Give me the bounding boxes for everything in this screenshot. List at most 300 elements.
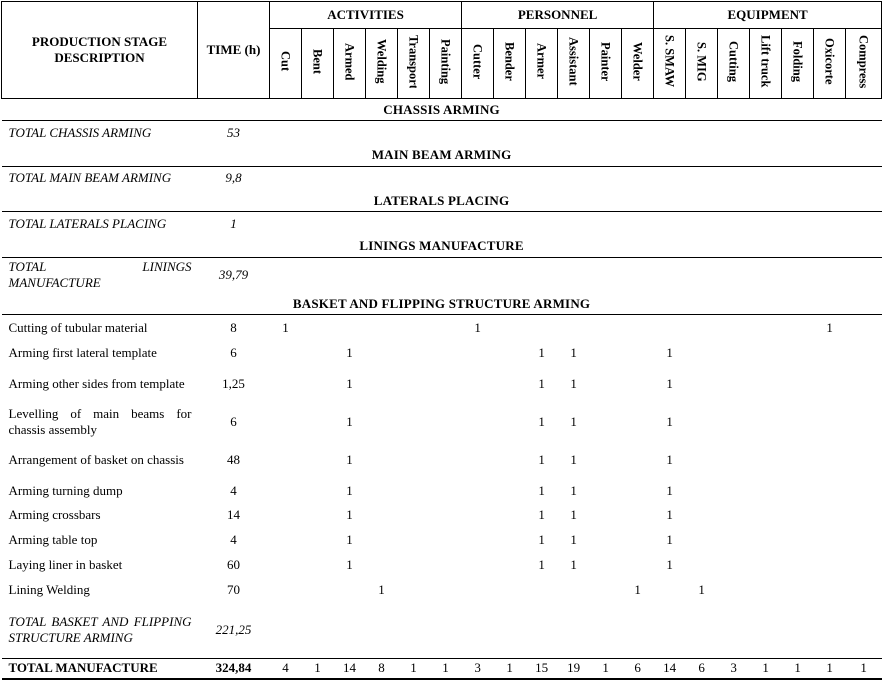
value-cell [814,553,846,578]
value-cell [622,315,654,341]
value-cell: 1 [666,507,673,522]
stage-time: 4 [230,482,237,498]
value-cell [654,578,686,603]
value-cell [782,166,814,190]
value-cell [366,121,398,145]
value-cell [494,366,526,403]
table-row [2,441,882,479]
grand-total-cell: 6 [686,659,718,679]
value-cell [622,528,654,553]
value-cell [718,166,750,190]
value-cell [750,341,782,366]
value-cell [302,503,334,528]
value-cell [622,121,654,145]
value-cell [718,315,750,341]
value-cell [494,212,526,236]
value-cell: 1 [538,376,545,391]
value-cell [526,257,558,293]
value-cell [622,257,654,293]
column-header-armed [334,29,366,99]
value-cell [622,341,654,366]
value-cell [750,257,782,293]
header-time: TIME (h) [198,2,270,99]
table-row [2,315,882,341]
value-cell [814,366,846,403]
value-cell [366,403,398,441]
grand-total-cell: 1 [430,659,462,679]
column-header-cutting [718,29,750,99]
column-header-s-mig [686,29,718,99]
value-cell [686,528,718,553]
value-cell [814,503,846,528]
value-cell [334,578,366,603]
value-cell [302,578,334,603]
value-cell: 1 [346,557,353,572]
section-title: LININGS MANUFACTURE [2,236,882,258]
value-cell: 1 [666,482,673,498]
column-header-cut [270,29,302,99]
value-cell [622,503,654,528]
value-cell [430,578,462,603]
column-header-label: Compress [856,34,871,89]
value-cell [302,366,334,403]
column-header-label: S. MIG [694,41,709,82]
value-cell [750,166,782,190]
column-header-label: Cutter [470,43,485,80]
value-cell [654,212,686,236]
value-cell [302,257,334,293]
value-cell [398,553,430,578]
value-cell [302,479,334,503]
value-cell [462,366,494,403]
grand-total-cell: 15 [526,659,558,679]
value-cell [846,503,882,528]
value-cell [718,503,750,528]
value-cell [782,403,814,441]
value-cell [718,366,750,403]
group-personnel: PERSONNEL [462,2,654,29]
subtotal-description: TOTAL LININGS MANUFACTURE [8,259,192,291]
value-cell [686,257,718,293]
value-cell [846,403,882,441]
table-row [2,503,882,528]
value-cell: 1 [570,507,577,522]
subtotal-time: 1 [230,215,237,231]
grand-total-cell: 4 [270,659,302,679]
value-cell: 1 [346,532,353,547]
value-cell [558,578,590,603]
value-cell: 1 [570,413,577,429]
value-cell: 1 [346,451,353,467]
value-cell [430,257,462,293]
value-cell [814,121,846,145]
value-cell [462,212,494,236]
value-cell [494,403,526,441]
value-cell [718,341,750,366]
value-cell: 1 [634,582,641,597]
column-header-label: Cutting [726,41,741,82]
value-cell [334,166,366,190]
value-cell: 1 [346,345,353,360]
value-cell [782,257,814,293]
value-cell [622,403,654,441]
subtotal-time: 221,25 [215,622,252,638]
value-cell [686,121,718,145]
value-cell [366,366,398,403]
value-cell [270,441,302,479]
value-cell [366,315,398,341]
column-header-folding [782,29,814,99]
value-cell [718,553,750,578]
subtotal-time: 9,8 [225,170,242,186]
value-cell [302,603,334,659]
value-cell [398,578,430,603]
value-cell [494,315,526,341]
value-cell [526,121,558,145]
value-cell: 1 [538,557,545,572]
column-header-label: Painting [438,38,453,85]
value-cell [462,441,494,479]
value-cell [494,603,526,659]
column-header-bent [302,29,334,99]
value-cell [302,341,334,366]
value-cell [462,121,494,145]
value-cell: 1 [826,319,833,335]
value-cell [686,315,718,341]
value-cell [590,553,622,578]
value-cell [718,578,750,603]
value-cell [846,578,882,603]
value-cell [398,503,430,528]
value-cell [270,212,302,236]
subtotal-description: TOTAL BASKET AND FLIPPING STRUCTURE ARMING [8,614,192,646]
value-cell [270,503,302,528]
value-cell [398,212,430,236]
subtotal-description: TOTAL LATERALS PLACING [8,215,167,231]
value-cell [718,403,750,441]
value-cell [622,166,654,190]
value-cell [814,257,846,293]
value-cell [270,578,302,603]
value-cell [590,528,622,553]
value-cell [846,212,882,236]
stage-description: Arrangement of basket on chassis [8,451,184,467]
value-cell [430,441,462,479]
value-cell: 1 [666,376,673,391]
subtotal-row [2,121,882,145]
value-cell: 1 [346,507,353,522]
value-cell [430,528,462,553]
grand-total-cell: 6 [622,659,654,679]
value-cell [846,257,882,293]
column-header-label: Folding [790,41,805,82]
value-cell [462,403,494,441]
value-cell [494,578,526,603]
value-cell [366,553,398,578]
value-cell [302,403,334,441]
value-cell [590,403,622,441]
value-cell [782,503,814,528]
value-cell [814,441,846,479]
value-cell [398,603,430,659]
stage-description: Arming crossbars [8,507,101,522]
value-cell [590,315,622,341]
value-cell [750,441,782,479]
value-cell: 1 [666,413,673,429]
section-title: MAIN BEAM ARMING [2,145,882,167]
value-cell [462,479,494,503]
value-cell: 1 [666,532,673,547]
value-cell: 1 [570,557,577,572]
value-cell: 1 [538,532,545,547]
table-row [2,479,882,503]
column-header-label: Assistant [566,37,581,86]
stage-time: 48 [227,451,240,467]
column-header-label: Armer [534,43,549,80]
grand-total-label: TOTAL MANUFACTURE [2,659,198,679]
value-cell [718,212,750,236]
value-cell [270,528,302,553]
value-cell [782,603,814,659]
value-cell [718,603,750,659]
value-cell [366,341,398,366]
column-header-cutter [462,29,494,99]
value-cell [590,366,622,403]
value-cell [334,315,366,341]
stage-time: 14 [227,507,240,522]
grand-total-cell: 14 [334,659,366,679]
value-cell [782,121,814,145]
section-title: CHASSIS ARMING [2,99,882,121]
column-header-painter [590,29,622,99]
value-cell [782,578,814,603]
table-row [2,578,882,603]
grand-total-cell: 3 [462,659,494,679]
value-cell [590,503,622,528]
value-cell: 1 [346,376,353,391]
value-cell: 1 [570,482,577,498]
value-cell [270,257,302,293]
column-header-transport [398,29,430,99]
subtotal-description: TOTAL CHASSIS ARMING [8,124,152,140]
value-cell [718,479,750,503]
group-activities: ACTIVITIES [270,2,462,29]
value-cell [782,441,814,479]
column-header-label: Welding [374,39,389,84]
value-cell [782,553,814,578]
value-cell [494,503,526,528]
table-row [2,553,882,578]
value-cell [686,503,718,528]
subtotal-description: TOTAL MAIN BEAM ARMING [8,170,172,186]
subtotal-row [2,166,882,190]
value-cell: 1 [538,451,545,467]
column-header-assistant [558,29,590,99]
value-cell: 1 [282,319,289,335]
grand-total-cell: 1 [750,659,782,679]
value-cell [590,441,622,479]
value-cell [526,212,558,236]
value-cell [302,212,334,236]
value-cell [462,528,494,553]
column-header-bender [494,29,526,99]
value-cell [366,603,398,659]
subtotal-row [2,257,882,293]
value-cell [718,257,750,293]
grand-total-cell: 1 [398,659,430,679]
stage-time: 6 [230,413,237,429]
column-header-armer [526,29,558,99]
value-cell: 1 [666,557,673,572]
value-cell [270,603,302,659]
value-cell [750,553,782,578]
value-cell [430,479,462,503]
grand-total-row [2,659,882,679]
column-header-welder [622,29,654,99]
value-cell [654,121,686,145]
value-cell [718,528,750,553]
value-cell [686,212,718,236]
value-cell: 1 [346,413,353,429]
value-cell [462,166,494,190]
value-cell [270,341,302,366]
column-header-lift-truck [750,29,782,99]
value-cell [334,603,366,659]
value-cell: 1 [570,451,577,467]
column-header-label: Bent [310,49,325,74]
value-cell [366,441,398,479]
grand-total-cell: 1 [814,659,846,679]
grand-total-cell: 1 [302,659,334,679]
stage-description: Lining Welding [8,582,90,597]
stage-time: 1,25 [222,376,245,391]
section-header-row [2,145,882,167]
table-row [2,341,882,366]
value-cell [558,166,590,190]
value-cell [494,166,526,190]
value-cell [814,166,846,190]
stage-description: Arming other sides from template [8,376,185,391]
value-cell [846,479,882,503]
subtotal-row [2,212,882,236]
value-cell: 1 [538,413,545,429]
value-cell [622,366,654,403]
column-header-compress [846,29,882,99]
value-cell [654,166,686,190]
value-cell: 1 [666,345,673,360]
grand-total-cell: 19 [558,659,590,679]
value-cell [782,366,814,403]
value-cell [846,441,882,479]
value-cell [430,403,462,441]
stage-description: Arming turning dump [8,482,123,498]
value-cell [654,315,686,341]
value-cell [814,528,846,553]
value-cell [718,441,750,479]
value-cell [270,166,302,190]
value-cell [686,441,718,479]
value-cell [750,578,782,603]
value-cell [430,341,462,366]
column-header-label: Bender [502,42,517,81]
value-cell [526,578,558,603]
value-cell [494,441,526,479]
value-cell [398,121,430,145]
value-cell [750,528,782,553]
value-cell [398,479,430,503]
value-cell [270,553,302,578]
value-cell [846,528,882,553]
value-cell [782,315,814,341]
value-cell [686,603,718,659]
value-cell [686,341,718,366]
value-cell [334,121,366,145]
value-cell [462,603,494,659]
value-cell [686,366,718,403]
value-cell [814,341,846,366]
value-cell [526,603,558,659]
column-header-painting [430,29,462,99]
column-header-oxicorte [814,29,846,99]
value-cell: 1 [538,345,545,360]
value-cell: 1 [378,582,385,597]
value-cell [846,121,882,145]
value-cell [366,257,398,293]
group-equipment: EQUIPMENT [654,2,882,29]
value-cell [430,603,462,659]
value-cell [494,528,526,553]
value-cell [814,479,846,503]
value-cell [590,212,622,236]
stage-time: 4 [230,532,237,547]
value-cell [398,366,430,403]
value-cell [462,553,494,578]
value-cell: 1 [346,482,353,498]
value-cell [302,441,334,479]
value-cell: 1 [474,319,481,335]
value-cell [846,553,882,578]
value-cell [398,528,430,553]
section-header-row [2,236,882,258]
value-cell [430,166,462,190]
value-cell [654,257,686,293]
value-cell [590,121,622,145]
value-cell [814,212,846,236]
value-cell [494,121,526,145]
value-cell [622,212,654,236]
stage-description: Arming first lateral template [8,345,157,360]
value-cell [430,121,462,145]
value-cell [334,212,366,236]
grand-total-cell: 1 [782,659,814,679]
value-cell [590,578,622,603]
grand-total-cell: 8 [366,659,398,679]
grand-total-cell: 1 [590,659,622,679]
value-cell [686,166,718,190]
value-cell [718,121,750,145]
value-cell [750,403,782,441]
value-cell [782,341,814,366]
value-cell [494,553,526,578]
value-cell [846,341,882,366]
value-cell [494,479,526,503]
column-header-label: Lift truck [758,35,773,88]
value-cell [494,341,526,366]
value-cell [590,479,622,503]
value-cell: 1 [570,376,577,391]
value-cell: 1 [666,451,673,467]
value-cell [590,341,622,366]
